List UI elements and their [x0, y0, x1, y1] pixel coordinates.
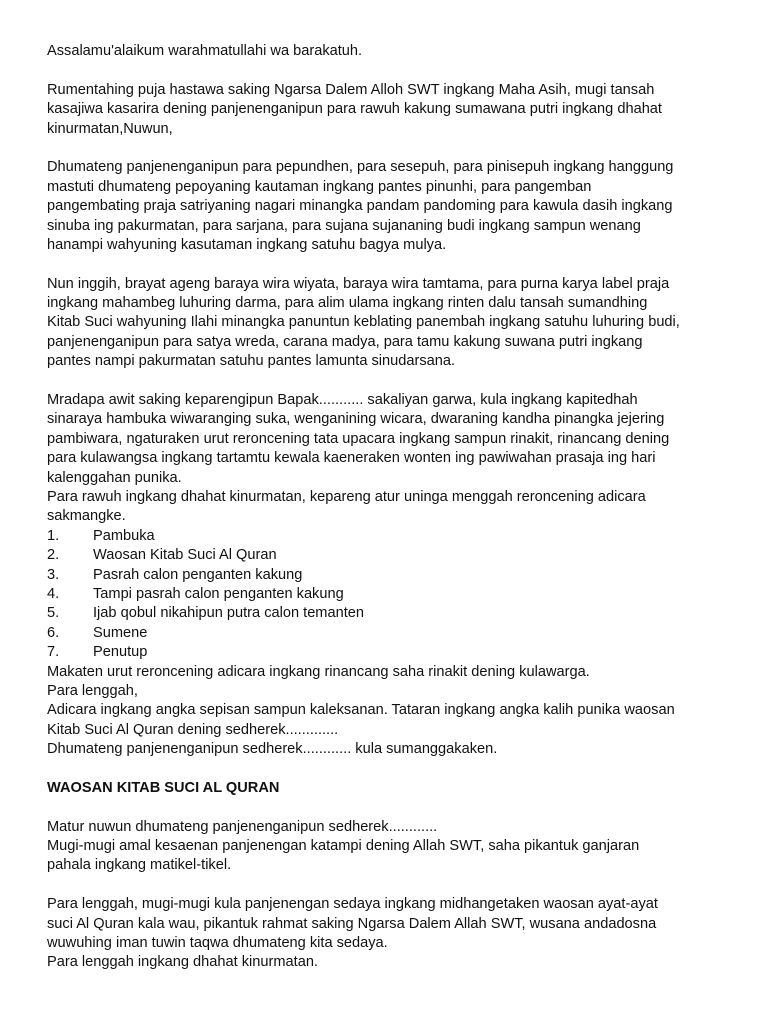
agenda-list: [47, 527, 727, 663]
list-number: 4.: [47, 585, 60, 602]
paragraph-gap: [47, 255, 727, 274]
text-line: sakmangke.: [47, 508, 126, 525]
text-line: Kitab Suci Al Quran dening sedherek.............: [47, 721, 339, 738]
text-line: mastuti dhumateng pepoyaning kautaman ingkang pantes pinunhi, para pangemban: [47, 178, 592, 195]
text-line: panjenenganipun para satya wreda, carana madya, para tamu kakung suwana putri ingkang: [47, 333, 643, 350]
text-line: pambiwara, ngaturaken urut reroncening tata upacara ingkang sampun rinakit, rinancang dening: [47, 430, 670, 447]
text-line: Matur nuwun dhumateng panjenenganipun sedherek............: [47, 818, 438, 835]
list-label: Pasrah calon penganten kakung: [93, 566, 303, 583]
text-line: kasajiwa kasarira dening panjenenganipun para rawuh kakung sumawana putri ingkang dhahat: [47, 101, 662, 118]
paragraph-thanks: [47, 818, 727, 876]
text-line: kalenggahan punika.: [47, 469, 182, 486]
paragraph-gap: [47, 61, 727, 80]
text-line: Para lenggah ingkang dhahat kinurmatan.: [47, 954, 318, 971]
list-number: 7.: [47, 644, 60, 661]
list-label: Ijab qobul nikahipun putra calon temanten: [93, 605, 364, 622]
text-line: hanampi wahyuning kasutaman ingkang satuhu bagya mulya.: [47, 236, 447, 253]
text-line: suci Al Quran kala wau, pikantuk rahmat saking Ngarsa Dalem Allah SWT, wusana andadosna: [47, 915, 657, 932]
list-number: 1.: [47, 527, 60, 544]
text-line: Rumentahing puja hastawa saking Ngarsa Dalem Alloh SWT ingkang Maha Asih, mugi tansah: [47, 81, 655, 98]
text-line: Makaten urut reroncening adicara ingkang rinancang saha rinakit dening kulawarga.: [47, 663, 590, 680]
text-line: kinurmatan,Nuwun,: [47, 120, 173, 137]
list-item: [47, 604, 727, 623]
paragraph-gap: [47, 876, 727, 895]
text-line: para kulawangsa ingkang tartamtu kewala kaeneraken wonten ing pawiwahan prasaja ing hari: [47, 450, 656, 467]
list-label: Sumene: [93, 624, 148, 641]
list-label: Pambuka: [93, 527, 155, 544]
list-label: Waosan Kitab Suci Al Quran: [93, 547, 277, 564]
text-line: Mugi-mugi amal kesaenan panjenengan katampi dening Allah SWT, saha pikantuk ganjaran: [47, 838, 640, 855]
list-item: [47, 624, 727, 643]
paragraph-introduction: [47, 391, 727, 527]
list-label: Penutup: [93, 644, 148, 661]
text-line: wuwuhing iman tuwin taqwa dhumateng kita sedaya.: [47, 934, 388, 951]
paragraph-opening: [47, 81, 727, 139]
paragraph-gap: [47, 798, 727, 817]
paragraph-elders: [47, 158, 727, 255]
text-line: Para lenggah,: [47, 682, 138, 699]
list-item: [47, 546, 727, 565]
text-line: Adicara ingkang angka sepisan sampun kaleksanan. Tataran ingkang angka kalih punika waosan: [47, 702, 675, 719]
document-page: [47, 42, 727, 973]
text-line: pahala ingkang matikel-tikel.: [47, 857, 232, 874]
paragraph-gap: [47, 372, 727, 391]
list-number: 3.: [47, 566, 60, 583]
list-number: 2.: [47, 547, 60, 564]
text-line: Dhumateng panjenenganipun para pepundhen, para sesepuh, para pinisepuh ingkang hanggung: [47, 159, 674, 176]
text-line: Mradapa awit saking keparengipun Bapak........... sakaliyan garwa, kula ingkang kapitedhah: [47, 392, 638, 409]
list-label: Tampi pasrah calon penganten kakung: [93, 585, 344, 602]
text-line: Para lenggah, mugi-mugi kula panjenengan sedaya ingkang midhangetaken waosan ayat-ayat: [47, 896, 658, 913]
text-line: Para rawuh ingkang dhahat kinurmatan, kepareng atur uninga menggah reroncening adicara: [47, 488, 646, 505]
greeting: Assalamu'alaikum warahmatullahi wa barakatuh.: [47, 43, 363, 59]
text-line: pangembating praja satriyaning nagari minangka pandam pandoming para kawula dasih ingkang: [47, 198, 673, 215]
list-item: [47, 585, 727, 604]
paragraph-gap: [47, 139, 727, 158]
text-line: Kitab Suci wahyuning Ilahi minangka panuntun keblating panembah ingkang satuhu luhuring budi,: [47, 314, 680, 331]
list-item: [47, 566, 727, 585]
text-line: Dhumateng panjenenganipun sedherek............ kula sumanggakaken.: [47, 741, 498, 758]
text-line: sinuba ing pakurmatan, para sarjana, para sujana sujananing budi ingkang sampun wenang: [47, 217, 641, 234]
paragraph-transition: [47, 663, 727, 760]
paragraph-closing: [47, 895, 727, 973]
text-line: ingkang mahambeg luhuring darma, para alim ulama ingkang rinten dalu tansah sumandhing: [47, 295, 648, 312]
paragraph-family: [47, 275, 727, 372]
section-heading: WAOSAN KITAB SUCI AL QURAN: [47, 779, 280, 796]
list-number: 5.: [47, 605, 60, 622]
text-line: Nun inggih, brayat ageng baraya wira wiyata, baraya wira tamtama, para purna karya label praja: [47, 275, 670, 292]
paragraph-gap: [47, 759, 727, 778]
list-item: [47, 643, 727, 662]
text-line: pantes nampi pakurmatan satuhu pantes lamunta sinudarsana.: [47, 353, 456, 370]
text-line: sinaraya hambuka wiwaranging suka, wenganining wicara, dwaraning kandha pinangka jejering: [47, 411, 665, 428]
list-number: 6.: [47, 624, 60, 641]
list-item: [47, 527, 727, 546]
